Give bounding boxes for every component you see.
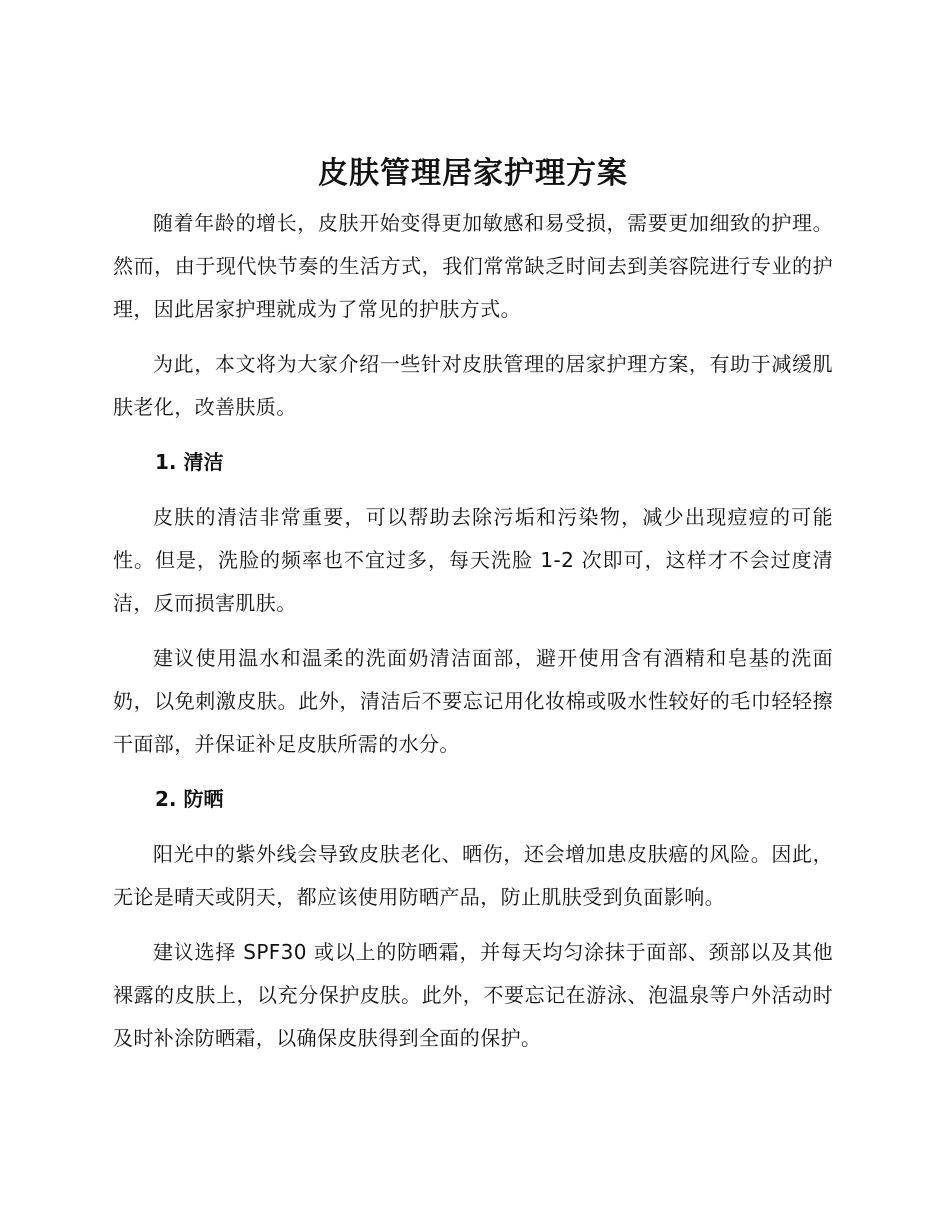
document-page: [113, 150, 833, 1072]
intro-paragraph-2: 为此，本文将为大家介绍一些针对皮肤管理的居家护理方案，有助于减缓肌肤老化，改善肤质。: [113, 352, 833, 419]
section-heading-sunscreen: 2. 防晒: [155, 787, 224, 811]
cleansing-paragraph-1: 皮肤的清洁非常重要，可以帮助去除污垢和污染物，减少出现痘痘的可能性。但是，洗脸的频率也不宜过多，每天洗脸 1-2 次即可，这样才不会过度清洁，反而损害肌肤。: [113, 505, 833, 615]
sunscreen-paragraph-2: 建议选择 SPF30 或以上的防晒霜，并每天均匀涂抹于面部、颈部以及其他裸露的皮肤上，以充分保护皮肤。此外，不要忘记在游泳、泡温泉等户外活动时及时补涂防晒霜，以确保皮肤得到全面的保护。: [113, 940, 833, 1050]
cleansing-paragraph-2: 建议使用温水和温柔的洗面奶清洁面部，避开使用含有酒精和皂基的洗面奶，以免刺激皮肤。此外，清洁后不要忘记用化妆棉或吸水性较好的毛巾轻轻擦干面部，并保证补足皮肤所需的水分。: [113, 646, 833, 756]
document-title: 皮肤管理居家护理方案: [318, 156, 628, 191]
section-sunscreen: [113, 778, 833, 1060]
section-cleansing: [113, 441, 833, 766]
sunscreen-paragraph-1: 阳光中的紫外线会导致皮肤老化、晒伤，还会增加患皮肤癌的风险。因此，无论是晴天或阴天，都应该使用防晒产品，防止肌肤受到负面影响。: [113, 842, 833, 909]
intro-paragraph-1: 随着年龄的增长，皮肤开始变得更加敏感和易受损，需要更加细致的护理。然而，由于现代快节奏的生活方式，我们常常缺乏时间去到美容院进行专业的护理，因此居家护理就成为了常见的护肤方式。: [113, 211, 833, 321]
section-heading-cleansing: 1. 清洁: [155, 450, 224, 474]
